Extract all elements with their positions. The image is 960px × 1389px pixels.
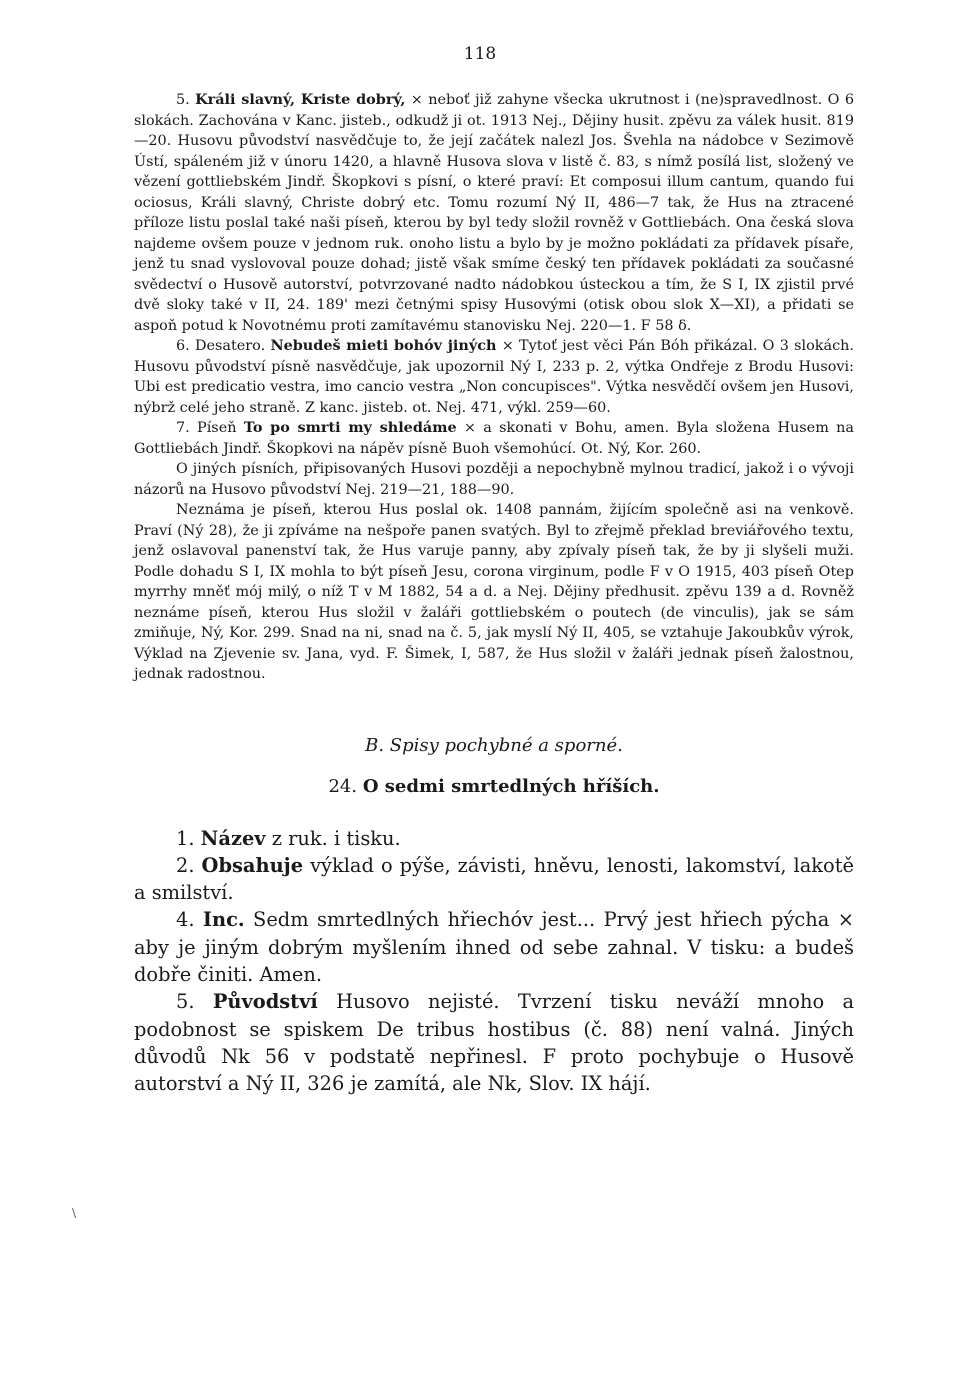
text-run: 4. bbox=[176, 908, 203, 932]
bold-phrase: Název bbox=[200, 826, 266, 850]
margin-mark: \ bbox=[72, 1206, 77, 1220]
text-run: 5. bbox=[176, 990, 213, 1014]
chapter-title bbox=[134, 776, 854, 797]
text-run: × neboť již zahyne všecka ukrutnost i (ne)spravedlnost. O 6 slokách. Zachována v Kanc. jisteb., odkudž ji ot. 1913 Nej., Dějiny husit. zpěvu za válek husit. 819—20. Husovu původství nasvědčuje to, že její začátek nalezl Jos. Švehla na nádobce v Sezimově Ústí, spáleném již v únoru 1420, a hlavně Husova slova v listě č. 83, s nímž posílá list, složený ve vězení gottliebském Jindř. Škopkovi s písní, o které praví: Et composui illum cantum, quando fui ociosus, Králi slavný, Christe dobrý etc. Tomu rozumí Ný II, 486—7 tak, že Hus na ztracené příloze listu poslal také naši píseň, kterou by byl tedy složil rovněž v Gottliebách. Ona česká slova najdeme ovšem pouze v jednom ruk. onoho listu a bylo by je možno pokládati za přídavek písaře, jenž tu snad vyslovoval pouze dohad; jistě však smíme český ten přídavek pokládati za současné svědectví o Husově autorství, potvrzované nadto nádobkou ústeckou a tím, že S I, IX zjistil prvé dvě sloky také v II, 24. 189' mezi četnými spisy Husovými (otisk obou slok X—XI), a přidati se aspoň potud k Novotnému proti zamítavému stanovisku Nej. 220—1. F 58 δ. bbox=[134, 92, 854, 334]
paragraph-l4 bbox=[134, 906, 854, 988]
paragraph-p7 bbox=[134, 418, 854, 459]
text-run: × Tytoť jest věci Pán Bóh přikázal. O 3 slokách. Husovu původství písně nasvědčuje, jak upozornil Ný I, 233 p. 2, výtka Ondřeje z Brodu Husovi: Ubi est predicatio vestra, imo cancio vestra „Non concupisces". Výtka nesvědčí ovšem jen Husovi, nýbrž celé jeho straně. Z kanc. jisteb. ot. Nej. 471, výkl. 259—60. bbox=[134, 338, 854, 416]
text-run: 1. bbox=[176, 826, 201, 850]
text-run: Sedm smrtedlných hřiechóv jest... Prvý jest hřiech pýcha × aby je jiným dobrým myšlením ihned od sebe zahnal. V tisku: a budeš dobře činiti. Amen. bbox=[134, 908, 854, 986]
text-run: × a skonati v Bohu, amen. Byla složena Husem na Gottliebách Jindř. Škopkovi na nápěv písně Buoh všemohúcí. Ot. Ný, Kor. 260. bbox=[134, 420, 854, 457]
text-run: Husovo nejisté. Tvrzení tisku neváží mnoho a podobnost se spiskem De tribus hostibus (č. 88) není valná. Jiných důvodů Nk 56 v podstatě nepřinesl. F proto pochybuje o Husově autorství a Ný II, 326 je zamítá, ale Nk, Slov. IX hájí. bbox=[134, 990, 854, 1096]
chapter-number: 24. bbox=[328, 775, 363, 797]
bold-phrase: Původství bbox=[212, 990, 318, 1014]
text-run: O jiných písních, připisovaných Husovi později a nepochybně mylnou tradicí, jakož i o vývoji názorů na Husovo původství Nej. 219—21, 188—90. bbox=[134, 461, 854, 498]
small-text-block bbox=[134, 90, 854, 685]
text-run: 5. bbox=[176, 92, 196, 108]
paragraph-p6 bbox=[134, 336, 854, 418]
bold-phrase: To po smrti my shledáme bbox=[243, 419, 457, 436]
paragraph-l1 bbox=[134, 825, 854, 852]
text-run: 2. bbox=[176, 853, 202, 877]
bold-phrase: Inc. bbox=[202, 908, 245, 932]
text-run: Neznáma je píseň, kterou Hus poslal ok. 1408 pannám, žijícím společně asi na venkově. Praví (Ný 28), že ji zpíváme na nešpoře panen svatých. Byl to zřejmě překlad breviářového textu, jenž oslavoval panenství tak, že Hus varuje panny, aby zpívaly píseň tak, že by ji slyšeli muži. Podle dohadu S I, IX mohla to být píseň Jesu, corona virginum, podle F v O 1915, 403 píseň Otep myrrhy mněť mój milý, o níž T v M 1882, 54 a d. a Nej. Dějiny předhusit. zpěvu 139 a d. Rovněž neznáme píseň, kterou Hus složil v žaláři gottliebském o poutech (de vinculis), jak se sám zmiňuje, Ný, Kor. 299. Snad na ni, snad na č. 5, jak myslí Ný II, 405, se vztahuje Jakoubkův výrok, Výklad na Zjevenie sv. Jana, vyd. F. Šimek, I, 587, že Hus složil v žaláři jednak píseň žalostnou, jednak radostnou. bbox=[134, 502, 854, 682]
text-run: výklad o pýše, závisti, hněvu, lenosti, lakomství, lakotě a smilství. bbox=[134, 853, 854, 905]
paragraph-l5 bbox=[134, 988, 854, 1097]
text-run: 7. Píseň bbox=[176, 420, 244, 436]
bold-phrase: Obsahuje bbox=[201, 853, 304, 877]
paragraph-l2 bbox=[134, 852, 854, 907]
paragraph-p5 bbox=[134, 90, 854, 336]
large-text-block bbox=[134, 825, 854, 1098]
bold-phrase: Králi slavný, Kriste dobrý, bbox=[195, 91, 406, 108]
paragraph-p9 bbox=[134, 500, 854, 685]
paragraph-p8 bbox=[134, 459, 854, 500]
chapter-name: O sedmi smrtedlných hříších. bbox=[362, 775, 660, 797]
bold-phrase: Nebudeš mieti bohóv jiných bbox=[270, 337, 497, 354]
page-number: 118 bbox=[463, 44, 497, 64]
text-column bbox=[134, 90, 854, 1097]
text-run: z ruk. i tisku. bbox=[265, 826, 401, 850]
text-run: 6. Desatero. bbox=[176, 338, 271, 354]
section-title: B. Spisy pochybné a sporné. bbox=[365, 734, 623, 756]
